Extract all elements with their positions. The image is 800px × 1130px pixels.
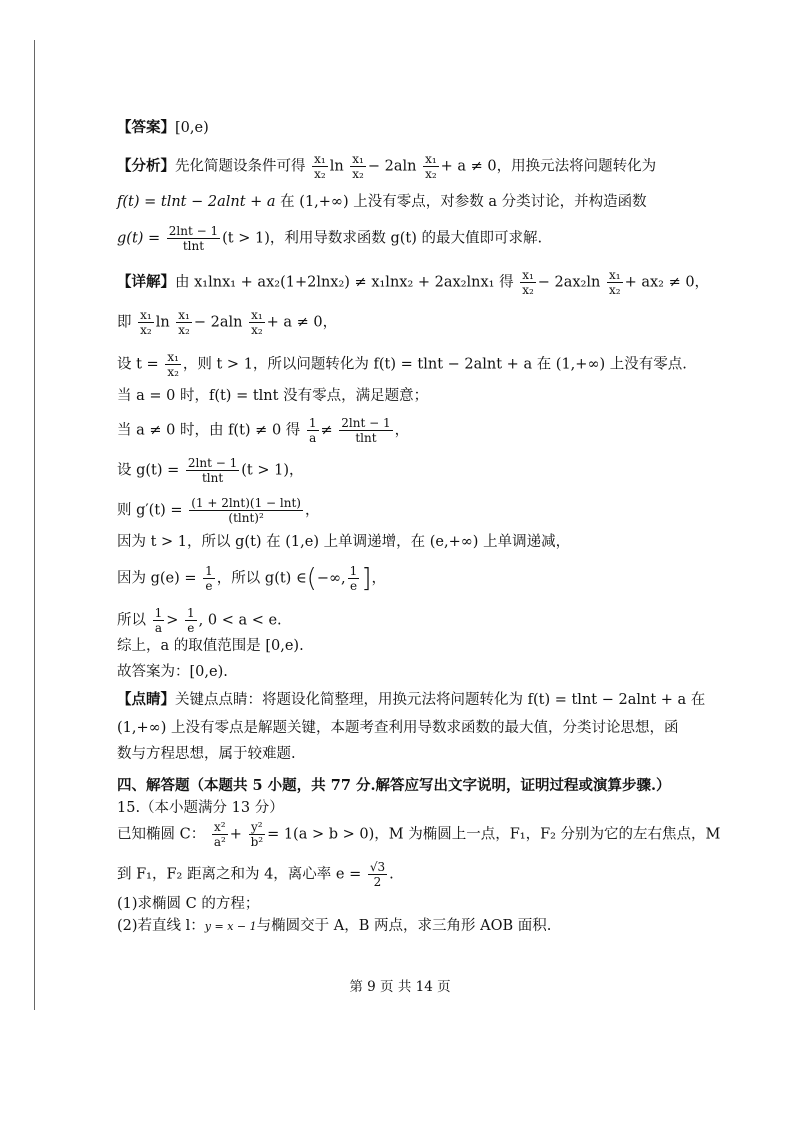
detail-label: 【详解】 (117, 273, 175, 291)
keypoint-label: 【点睛】 (117, 691, 175, 708)
keypoint-line-2: (1,+∞) 上没有零点是解题关键，本题考查利用导数求函数的最大值，分类讨论思想，函 (117, 720, 679, 736)
detail-line-1: 【详解】由 x₁lnx₁ + ax₂(1+2lnx₂) ≠ x₁lnx₂ + 2ax₂lnx₁ 得 $\frac{\text{x₁}}{\text{x₂}}$ − 2ax₂ln $\frac{\text{x₁}}{\text{x₂}}$ + ax₂ ≠ 0， (117, 268, 710, 297)
detail-line-10: 所以 $\frac{1}{a}$ > $\frac{1}{e}$ , 0 < a < e. (117, 606, 282, 635)
question-number: 15.（本小题满分 13 分） (117, 800, 284, 816)
detail-line-8: 因为 t > 1，所以 g(t) 在 (1,e) 上单调递增，在 (e,+∞) 上单调递减， (117, 534, 571, 550)
question-part-1: (1)求椭圆 C 的方程； (117, 896, 260, 912)
keypoint-line-1: 【点睛】关键点点睛：将题设化简整理，用换元法将问题转化为 f(t) = tlnt − 2alnt + a 在 (117, 691, 706, 708)
detail-line-12: 故答案为：[0,e). (117, 664, 228, 680)
page-footer: 第 9 页 共 14 页 (349, 979, 451, 995)
answer-line (117, 118, 209, 138)
section-heading: 四、解答题（本题共 5 小题，共 77 分.解答应写出文字说明，证明过程或演算步骤.） (117, 777, 671, 794)
detail-line-6: 设 g(t) = $\frac{2\ln t - 1}{tlnt}$ (t > 1)， (117, 456, 304, 485)
answer-label: 【答案】 (117, 119, 175, 136)
fraction: $\frac{2\ln t - 1}{tlnt}$ (168, 224, 219, 253)
fraction: $\frac{\text{x₁}}{\text{x₂}}$ (352, 152, 364, 181)
detail-line-11: 综上，a 的取值范围是 [0,e). (117, 638, 304, 654)
detail-line-7: 则 g′(t) = $\frac{(1 + 2\ln t)(1 - \ln t)}{\text{(tlnt)²}}$ ， (117, 496, 320, 525)
question-part-2: (2)若直线 l：y = x − 1与椭圆交于 A，B 两点，求三角形 AOB 面积. (117, 918, 552, 934)
answer-value: [0,e) (175, 120, 209, 136)
analysis-line-1: 【分析】先化简题设条件可得 $\frac{\text{x₁}}{\text{x₂}}$ ln $\frac{\text{x₁}}{\text{x₂}}$ − 2aln $\frac{\text{x₁}}{\text{x₂}}$ + a ≠ 0，用换元法将问题转化为 (117, 152, 657, 181)
fraction: $\frac{\text{x₁}}{\text{x₂}}$ (425, 152, 437, 181)
left-margin-line (34, 40, 35, 1010)
analysis-label: 【分析】 (117, 157, 175, 175)
question-line-2: 到 F₁，F₂ 距离之和为 4，离心率 e = $\frac{√3}{2}$ . (117, 860, 394, 889)
detail-line-3: 设 t = $\frac{\text{x₁}}{\text{x₂}}$ ，则 t > 1，所以问题转化为 f(t) = tlnt − 2alnt + a 在 (1,+∞) 上没有零点. (117, 350, 687, 379)
analysis-line-2: f(t) = tlnt − 2alnt + a 在 (1,+∞) 上没有零点，对参数 a 分类讨论，并构造函数 (117, 194, 647, 210)
detail-line-5: 当 a ≠ 0 时，由 f(t) ≠ 0 得 $\frac{1}{a}$ ≠ $\frac{2\ln t - 1}{tlnt}$ ， (117, 416, 410, 445)
fraction: $\frac{\text{x₁}}{\text{x₂}}$ (314, 152, 326, 181)
detail-line-2: 即 $\frac{\text{x₁}}{\text{x₂}}$ ln $\frac{\text{x₁}}{\text{x₂}}$ − 2aln $\frac{\text{x₁}}{\text{x₂}}$ + a ≠ 0， (117, 308, 338, 337)
analysis-line-3: g(t) = $\frac{2\ln t - 1}{tlnt}$ (t > 1)，利用导数求函数 g(t) 的最大值即可求解. (117, 224, 543, 253)
detail-line-9: 因为 g(e) = $\frac{1}{e}$ ，所以 g(t) ∈(−∞, $\frac{1}{e}$ ]， (117, 563, 386, 594)
keypoint-line-3: 数与方程思想，属于较难题. (117, 746, 296, 762)
detail-line-4: 当 a = 0 时，f(t) = tlnt 没有零点，满足题意； (117, 388, 429, 404)
question-line-1: 已知椭圆 C： $\frac{\text{x²}}{\text{a²}}$ + $\frac{\text{y²}}{\text{b²}}$ = 1(a > b > 0)，M 为椭圆上一点，F₁，F₂ 分别为它的左右焦点，M (117, 820, 721, 849)
